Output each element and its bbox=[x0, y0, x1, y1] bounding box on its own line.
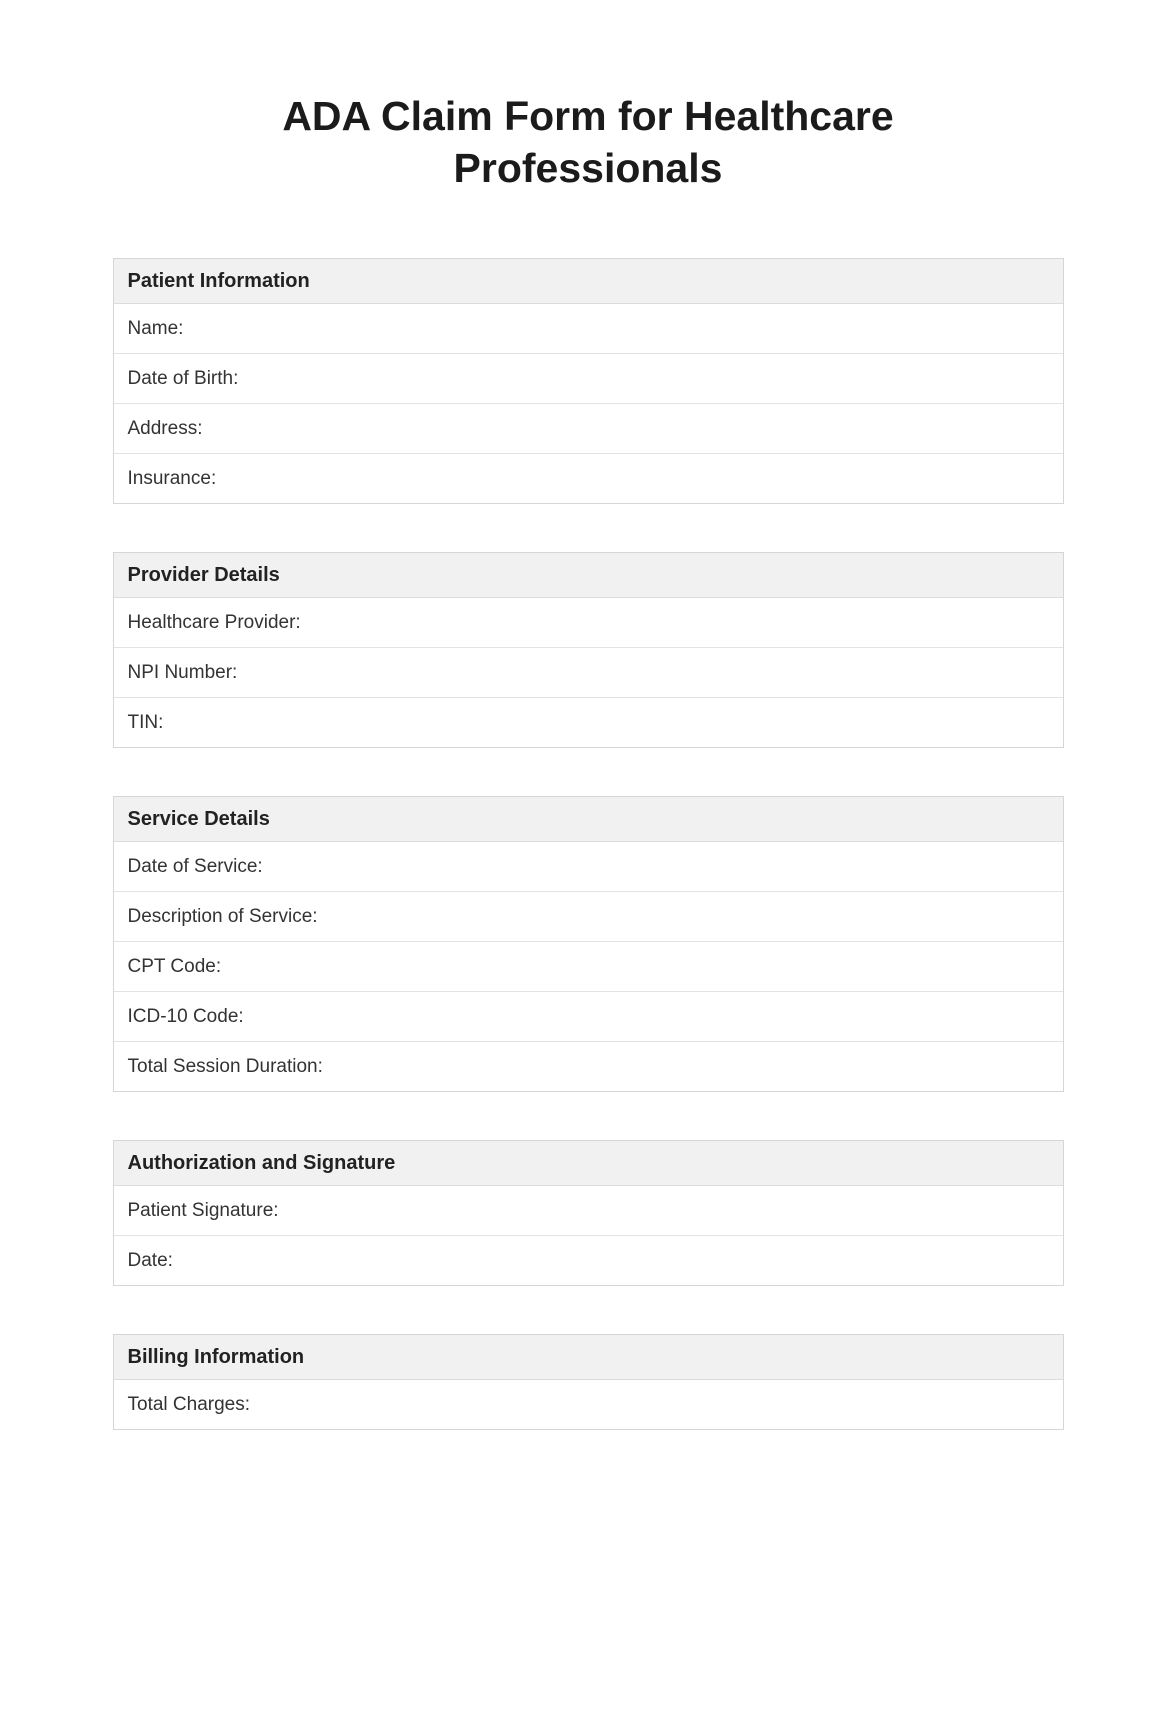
document-page bbox=[0, 90, 1176, 1538]
field-label: Date of Birth: bbox=[127, 368, 239, 389]
form-row bbox=[114, 647, 1063, 697]
field-label: Description of Service: bbox=[127, 906, 318, 927]
form-row bbox=[114, 304, 1063, 353]
form-row bbox=[114, 697, 1063, 747]
field-label: CPT Code: bbox=[127, 956, 222, 977]
field-label: TIN: bbox=[127, 712, 164, 733]
form-row bbox=[114, 941, 1063, 991]
form-row bbox=[114, 1380, 1063, 1429]
section-service-details bbox=[113, 796, 1064, 1092]
form-row bbox=[114, 598, 1063, 647]
field-label: Insurance: bbox=[127, 468, 217, 489]
field-label: Date of Service: bbox=[127, 856, 263, 877]
form-row bbox=[114, 1186, 1063, 1235]
section-patient-information bbox=[113, 258, 1064, 504]
form-row bbox=[114, 353, 1063, 403]
section-header: Service Details bbox=[114, 797, 1063, 842]
form-row bbox=[114, 403, 1063, 453]
section-rows bbox=[114, 1186, 1063, 1285]
field-label: Total Charges: bbox=[127, 1394, 251, 1415]
field-label: Name: bbox=[127, 318, 184, 339]
section-rows bbox=[114, 1380, 1063, 1429]
page-title: ADA Claim Form for Healthcare Professionals bbox=[282, 93, 894, 191]
section-rows bbox=[114, 842, 1063, 1091]
section-billing-information bbox=[113, 1334, 1064, 1430]
form-row bbox=[114, 891, 1063, 941]
form-row bbox=[114, 991, 1063, 1041]
field-label: Patient Signature: bbox=[127, 1200, 279, 1221]
field-label: ICD-10 Code: bbox=[127, 1006, 244, 1027]
form-row bbox=[114, 453, 1063, 503]
section-rows bbox=[114, 304, 1063, 503]
section-header: Provider Details bbox=[114, 553, 1063, 598]
section-header: Billing Information bbox=[114, 1335, 1063, 1380]
section-provider-details bbox=[113, 552, 1064, 748]
form-row bbox=[114, 1235, 1063, 1285]
section-header: Authorization and Signature bbox=[114, 1141, 1063, 1186]
field-label: Address: bbox=[127, 418, 203, 439]
field-label: Total Session Duration: bbox=[127, 1056, 323, 1077]
field-label: Date: bbox=[127, 1250, 173, 1271]
field-label: Healthcare Provider: bbox=[127, 612, 301, 633]
field-label: NPI Number: bbox=[127, 662, 238, 683]
form-sections bbox=[113, 258, 1064, 1538]
section-authorization-and-signature bbox=[113, 1140, 1064, 1286]
form-row bbox=[114, 1041, 1063, 1091]
section-header: Patient Information bbox=[114, 259, 1063, 304]
section-rows bbox=[114, 598, 1063, 747]
form-row bbox=[114, 842, 1063, 891]
